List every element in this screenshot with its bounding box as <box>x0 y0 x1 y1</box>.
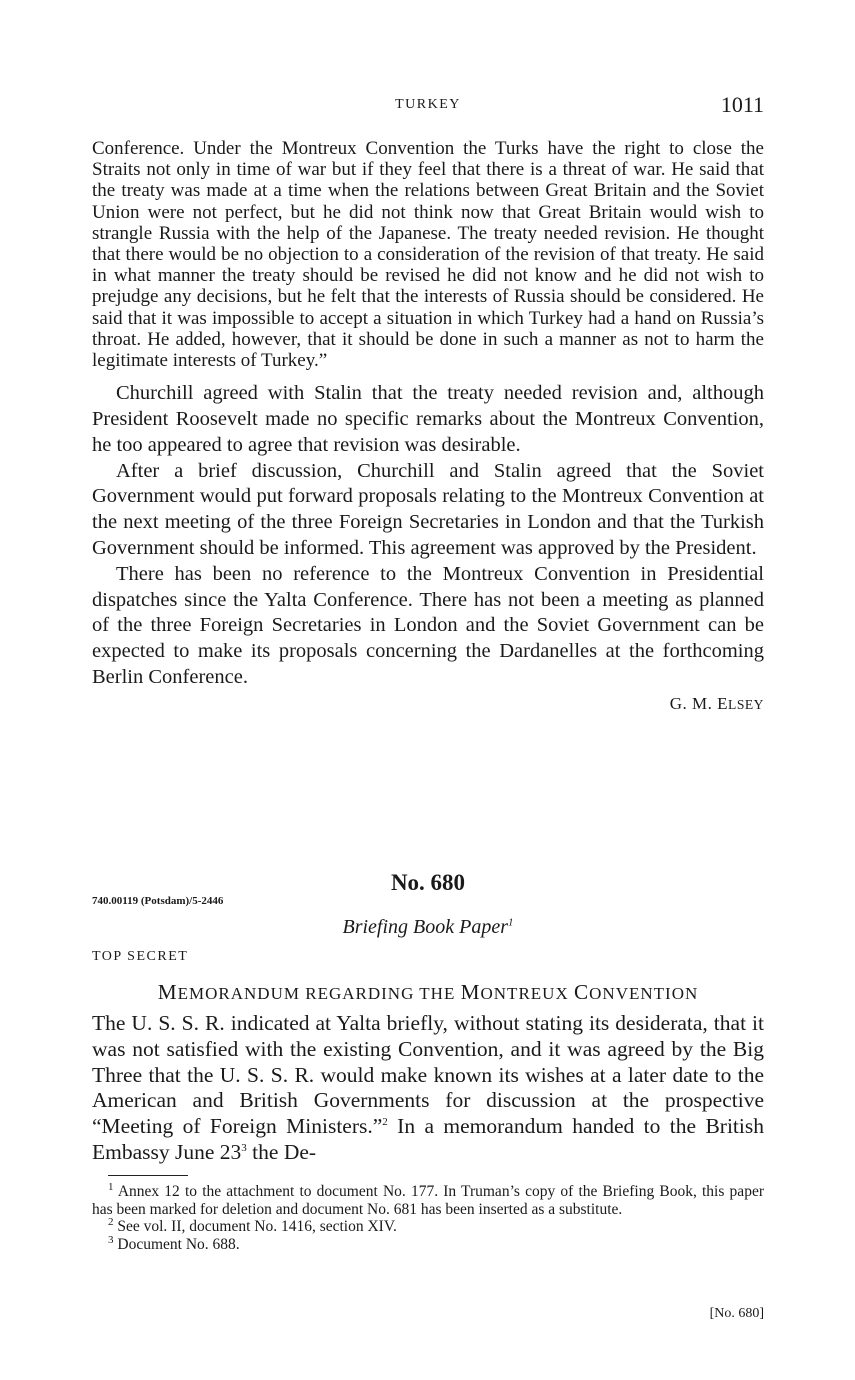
title-word: EMORANDUM <box>177 984 300 1003</box>
continued-section <box>92 138 764 717</box>
signature-initials: G. M. E <box>669 693 729 713</box>
footnote-mark: 2 <box>108 1216 114 1229</box>
quoted-paragraph: Conference. Under the Montreux Convention the Turks have the right to close the Straits not only in time of war but if they feel that there is a threat of war. He said that the treaty was made at a time when the relations between Great Britain and the Soviet Union were not perfect, but he did not think now that Great Britain would wish to strangle Russia with the help of the Japanese. The treaty needed revision. He thought that there would be no objection to a consideration of the revision of that treaty. He said in what manner the treaty should be revised he did not know and he did not wish to prejudge any decisions, but he felt that the interests of Russia should be considered. He said that it was impossible to accept a situation in which Turkey had a hand on Russia’s throat. He added, however, that it should be done in such a manner as not to harm the legitimate interests of Turkey.” <box>92 138 764 372</box>
paper-type-label: Briefing Book Paper <box>342 916 509 938</box>
running-head-title: TURKEY <box>395 97 461 112</box>
signature-small-caps: LSEY <box>728 696 764 712</box>
footnote-3 <box>92 1233 764 1254</box>
title-word: ONTREUX <box>480 984 569 1003</box>
memo-text-part1: The U. S. S. R. indicated at Yalta briefly, without stating its desiderata, that it was not satisfied with the existing Convention, and it was agreed by the Big Three that the U. S. S. R. would make known its wishes at a later date to the American and British Governments for discussion at the prospective “Meeting of Foreign Ministers.” <box>92 1011 764 1139</box>
paper-type <box>92 916 764 939</box>
document-number: No. 680 <box>390 870 466 895</box>
footnotes <box>92 1180 764 1253</box>
title-word: REGARDING <box>305 984 415 1003</box>
footnote-mark: 1 <box>108 1180 114 1193</box>
memo-text-part2: In a memorandum handed to the British Embassy June 23 <box>92 1114 764 1164</box>
running-head <box>92 92 764 122</box>
footnote-ref-3: 3 <box>241 1141 247 1154</box>
footnote-ref-2: 2 <box>382 1116 388 1129</box>
footnote-rule <box>108 1175 188 1176</box>
file-reference: 740.00119 (Potsdam)/5-2446 <box>92 895 224 907</box>
footnote-text: Annex 12 to the attachment to document No. 177. In Truman’s copy of the Briefing Book, this paper has been marked for deletion and document No. 681 has been inserted as a substitute. <box>92 1183 764 1218</box>
paragraph-no-reference: There has been no reference to the Montreux Convention in Presidential dispatches since the Yalta Conference. There has not been a meeting as planned of the three Foreign Secretaries in London and the Soviet Government can be expected to make its proposals concerning the Dardanelles at the forthcoming Berlin Conference. <box>92 562 764 688</box>
memorandum-title <box>92 980 764 1005</box>
title-word: ONVENTION <box>589 984 699 1003</box>
classification: TOP SECRET <box>92 949 189 964</box>
page-number: 1011 <box>720 92 764 117</box>
paragraph-churchill: Churchill agreed with Stalin that the treaty needed revision and, although President Roosevelt made no specific remarks about the Montreux Convention, he too appeared to agree that revision was desirable. <box>92 382 764 456</box>
memorandum-body <box>92 1011 764 1166</box>
title-word: THE <box>419 984 456 1003</box>
footnote-ref-1: 1 <box>508 916 514 929</box>
memo-text-part3: the De- <box>246 1139 317 1164</box>
footnote-text: See vol. II, document No. 1416, section XIV. <box>117 1218 397 1236</box>
title-initial: M <box>460 980 481 1004</box>
title-initial: C <box>573 980 590 1004</box>
document-marker: [No. 680] <box>709 1306 764 1321</box>
footnote-1 <box>92 1180 764 1218</box>
memorandum-paragraph <box>92 1011 764 1166</box>
footnote-mark: 3 <box>108 1233 114 1246</box>
signature <box>92 691 764 717</box>
paragraph-agreement: After a brief discussion, Churchill and Stalin agreed that the Soviet Government would put forward proposals relating to the Montreux Convention at the next meeting of the three Foreign Secretaries in London and that the Turkish Government should be informed. This agreement was approved by the President. <box>92 459 764 560</box>
title-initial: M <box>157 980 178 1004</box>
footnote-text: Document No. 688. <box>117 1235 240 1253</box>
footnote-2 <box>92 1218 764 1236</box>
